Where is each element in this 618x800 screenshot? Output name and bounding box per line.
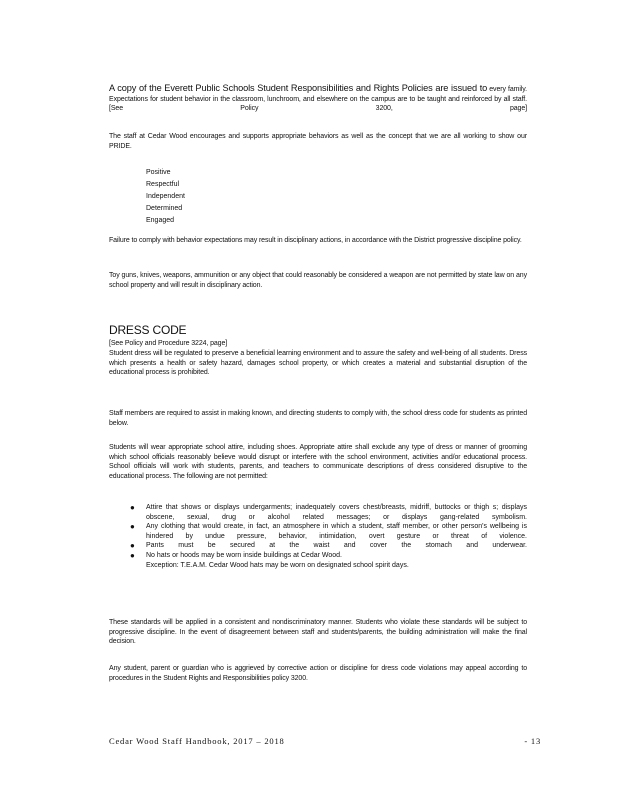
bullet-icon: ● (130, 503, 135, 512)
pride-acronym-list (146, 167, 185, 227)
page-footer (109, 736, 541, 746)
footer-text: Cedar Wood Staff Handbook, 2017 – 2018 (109, 736, 285, 746)
not-permitted-item: ● Any clothing that would create, in fact, an atmosphere in which a student, staff member, or other person's wellbeing is hindered by undue pressure, behavior, intimidation, overt gesture or threat of violence. (130, 522, 527, 540)
exception-note: Exception: T.E.A.M. Cedar Wood hats may be worn on designated school spirit days. (146, 561, 409, 569)
not-permitted-item: ● Pants must be secured at the waist and cover the stomach and underwear. (130, 541, 527, 551)
pride-item: Independent (146, 193, 185, 200)
dress-code-paragraph-5: Any student, parent or guardian who is aggrieved by corrective action or discipline for dress code violations may appeal according to procedures in the Student Rights and Responsibilities policy 3200. (109, 665, 527, 682)
pride-item: Determined (146, 205, 183, 212)
pride-item: Engaged (146, 217, 175, 224)
page-number: - 13 (524, 736, 541, 746)
dress-code-heading: DRESS CODE (109, 323, 187, 337)
pride-item: Positive (146, 169, 171, 176)
bullet-icon: ● (130, 522, 135, 532)
intro-first-line: A copy of the Everett Public Schools Student Responsibilities and Rights Policies are issued to (109, 83, 488, 93)
bullet-icon: ● (130, 550, 135, 560)
failure-paragraph: Failure to comply with behavior expectations may result in disciplinary actions, in accordance with the District progressive discipline policy. (109, 237, 522, 244)
bullet-icon: ● (130, 541, 135, 551)
intro-paragraph (109, 84, 527, 114)
not-permitted-item: ● No hats or hoods may be worn inside buildings at Cedar Wood. Exception: T.E.A.M. Cedar Wood hats may be worn on designated school spirit days. (130, 550, 409, 569)
dress-code-paragraph-4: These standards will be applied in a consistent and nondiscriminatory manner. Students who violate these standards will be subject to progressive discipline. In the event of disagreement between staff and students/parents, the building administration will make the final decision. (109, 619, 527, 646)
pride-item: Respectful (146, 181, 180, 188)
dress-code-paragraph-2: Staff members are required to assist in making known, and directing students to comply with, the school dress code for students as printed below. (109, 410, 527, 427)
dress-code-paragraph-3: Students will wear appropriate school attire, including shoes. Appropriate attire shall exclude any type of dress or manner of grooming which school officials reasonably believe would disrupt or interfere with the school environment, activities and/or educational process. School officials will work with students, parents, and teachers to communicate descriptions of dress considered disruptive to the educational process. The following are not permitted: (109, 444, 527, 480)
dress-code-paragraph-1: Student dress will be regulated to preserve a beneficial learning environment and to assure the safety and well-being of all students. Dress which presents a health or safety hazard, damages school property, or which creates a material and substantial disruption of the educational process is prohibited. (109, 350, 527, 377)
weapons-paragraph: Toy guns, knives, weapons, ammunition or any object that could reasonably be considered a weapon are not permitted by state law on any school property and will result in disciplinary action. (109, 272, 527, 289)
dress-code-reference: [See Policy and Procedure 3224, page] (109, 340, 228, 347)
not-permitted-list (130, 503, 527, 570)
not-permitted-item: ● Attire that shows or displays undergarments; inadequately covers chest/breasts, midriff, buttocks or thigh s; displays obscene, sexual, drug or alcohol related messages; or displays gang-related symbolism. (130, 503, 527, 521)
staff-pride-paragraph: The staff at Cedar Wood encourages and supports appropriate behaviors as well as the concept that we are all working to show our PRIDE. (109, 133, 527, 150)
intro-rest: every family. Expectations for student behavior in the classroom, lunchroom, and elsewhere on the campus are to be taught and reinforced by all staff. [See Policy 3200, page] (109, 86, 527, 113)
